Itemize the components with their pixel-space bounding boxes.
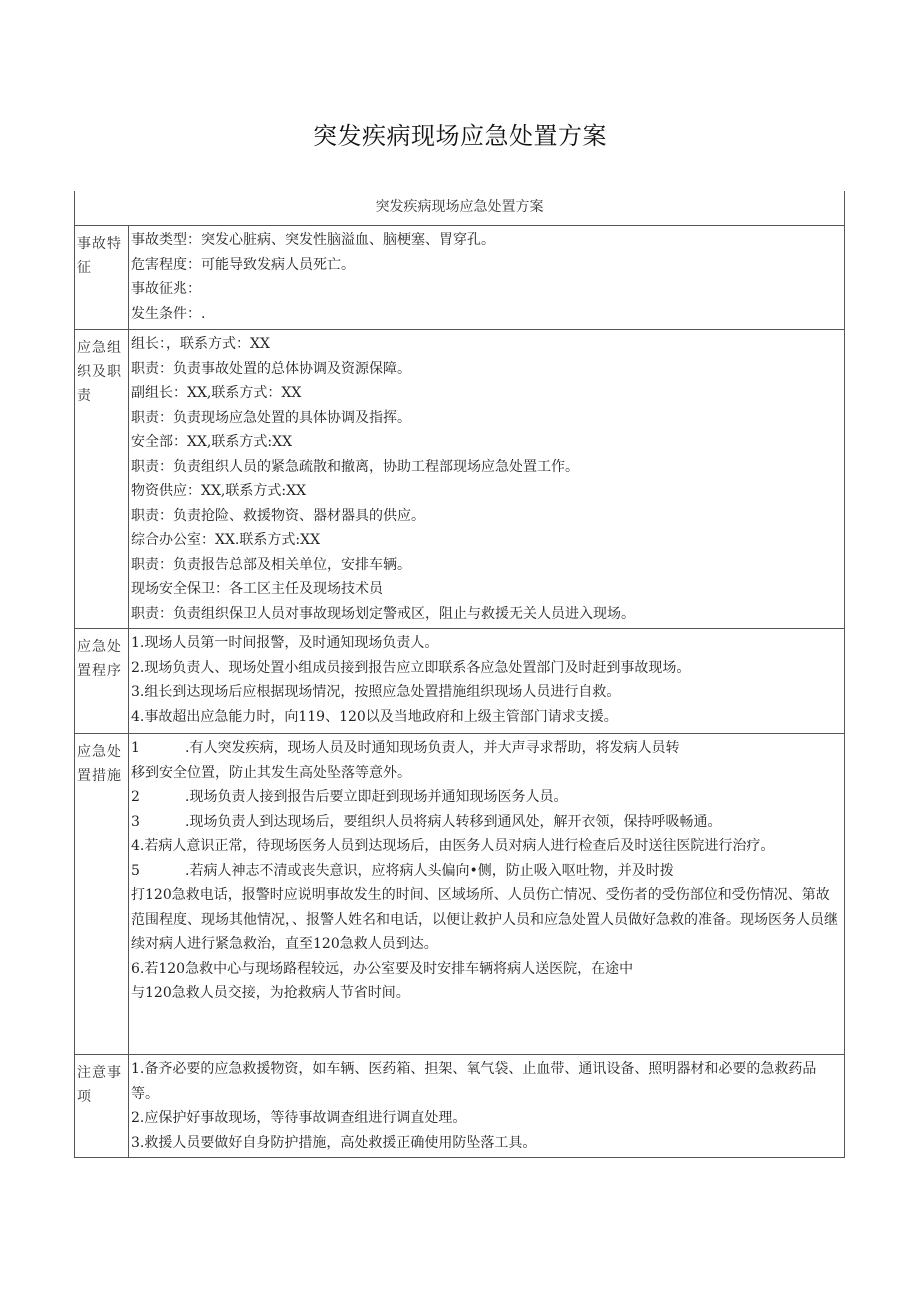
text-line: 职责：负责组织保卫人员对事故现场划定警戒区，阻止与救援无关人员进入现场。 bbox=[131, 605, 635, 622]
document-title: 突发疾病现场应急处置方案 bbox=[313, 122, 607, 150]
text-line: 危害程度：可能导致发病人员死亡。 bbox=[131, 256, 355, 273]
list-item bbox=[131, 785, 840, 810]
text-line: 现场安全保卫：各工区主任及现场技术员 bbox=[131, 581, 383, 597]
section-label: 应急处置程序 bbox=[75, 629, 129, 734]
section-content bbox=[129, 734, 845, 1055]
section-response-procedure bbox=[75, 629, 845, 734]
item-text: 4.若病人意识正常，待现场医务人员到达现场后，由医务人员对病人进行检查后及时送往医院进行治疗。 bbox=[131, 838, 775, 854]
section-content bbox=[129, 226, 845, 330]
section-label: 应急处置措施 bbox=[75, 734, 129, 1055]
text-line: 职责：负责组织人员的紧急疏散和撤离，协助工程部现场应急处置工作。 bbox=[131, 458, 579, 475]
text-line: 综合办公室：XX.联系方式:XX bbox=[131, 532, 321, 548]
table-header bbox=[74, 191, 845, 225]
text-line: 2.应保护好事故现场，等待事故调查组进行调直处理。 bbox=[131, 1110, 467, 1126]
text-line: 3.组长到达现场后应根据现场情况，按照应急处置措施组织现场人员进行自救。 bbox=[131, 684, 621, 700]
section-label: 事故特征 bbox=[75, 226, 129, 330]
text-line: 组长：，联系方式：XX bbox=[131, 336, 270, 352]
item-continuation: 与120急救人员交接，为抢救病人节省时间。 bbox=[131, 985, 410, 1001]
item-text: .现场负责人接到报告后要立即赶到现场并通知现场医务人员。 bbox=[185, 789, 568, 805]
item-text: .有人突发疾病，现场人员及时通知现场负责人，并大声寻求帮助，将发病人员转 bbox=[185, 740, 680, 756]
item-number: 1 bbox=[131, 740, 140, 756]
list-item bbox=[131, 810, 840, 835]
section-label: 注意事项 bbox=[75, 1055, 129, 1158]
section-accident-features bbox=[75, 226, 845, 330]
list-item bbox=[131, 957, 840, 982]
section-response-measures bbox=[75, 734, 845, 1055]
text-line: 职责：负责现场应急处置的具体协调及指挥。 bbox=[131, 409, 411, 426]
item-number: 2 bbox=[131, 789, 140, 805]
text-line: 职责：负责抢险、救援物资、器材器具的供应。 bbox=[131, 507, 425, 524]
item-number: 3 bbox=[131, 813, 140, 830]
item-text: 6.若120急救中心与现场路程较远，办公室要及时安排车辆将病人送医院，在途中 bbox=[131, 960, 634, 977]
text-line: 物资供应：XX,联系方式:XX bbox=[131, 483, 307, 499]
text-line: 2.现场负责人、现场处置小组成员接到报告应立即联系各应急处置部门及时赶到事故现场。 bbox=[131, 659, 691, 676]
text-line: 安全部：XX,联系方式:XX bbox=[131, 434, 293, 450]
text-line: 事故征兆： bbox=[131, 281, 201, 297]
section-label: 应急组织及职责 bbox=[75, 330, 129, 629]
text-line: 1.现场人员第一时间报警，及时通知现场负责人。 bbox=[131, 635, 439, 651]
item-number: 5 bbox=[131, 862, 140, 879]
section-organization bbox=[75, 330, 845, 629]
plan-sections bbox=[74, 225, 845, 1158]
section-content bbox=[129, 629, 845, 734]
section-content bbox=[129, 330, 845, 629]
section-precautions bbox=[75, 1055, 845, 1158]
table-header-title: 突发疾病现场应急处置方案 bbox=[375, 199, 544, 215]
text-line: 1.备齐必要的应急救援物资，如车辆、医药箱、担架、氧气袋、止血带、通讯设备、照明器材和必要的急救药品等。 bbox=[131, 1061, 817, 1102]
item-continuation: 打120急救电话，报警时应说明事故发生的时间、区域场所、人员伤亡情况、受伤者的受伤部位和受伤情况、第故范围程度、现场其他情况，、报警人姓名和电话，以便让救护人员和应急处置人员做好急救的准备。现场医务人员继续对病人进行紧急救治，直至120急救人员到达。 bbox=[131, 887, 838, 952]
item-text: .现场负责人到达现场后，要组织人员将病人转移到通风处，解开衣领，保持呼吸畅通。 bbox=[185, 813, 722, 830]
text-line: 3.救援人员要做好自身防护措施，高处救援正确使用防坠落工具。 bbox=[131, 1134, 537, 1151]
text-line: 发生条件：. bbox=[131, 305, 206, 322]
section-content bbox=[129, 1055, 845, 1158]
list-item bbox=[131, 736, 840, 761]
text-line: 职责：负责事故处置的总体协调及资源保障。 bbox=[131, 360, 411, 377]
item-text: .若病人神志不清或丧失意识，应将病人头偏向•侧，防止吸入呕吐物，并及时拨 bbox=[185, 862, 674, 879]
item-continuation: 移到安全位置，防止其发生高处坠落等意外。 bbox=[131, 764, 411, 781]
text-line: 4.事故超出应急能力时，向119、120以及当地政府和上级主管部门请求支援。 bbox=[131, 708, 618, 725]
list-item bbox=[131, 859, 840, 884]
text-line: 职责：负责报告总部及相关单位，安排车辆。 bbox=[131, 556, 411, 573]
text-line: 副组长：XX,联系方式：XX bbox=[131, 385, 302, 401]
list-item bbox=[131, 834, 840, 859]
text-line: 事故类型：突发心脏病、突发性脑溢血、脑梗塞、胃穿孔。 bbox=[131, 232, 495, 248]
plan-table bbox=[74, 191, 845, 1158]
